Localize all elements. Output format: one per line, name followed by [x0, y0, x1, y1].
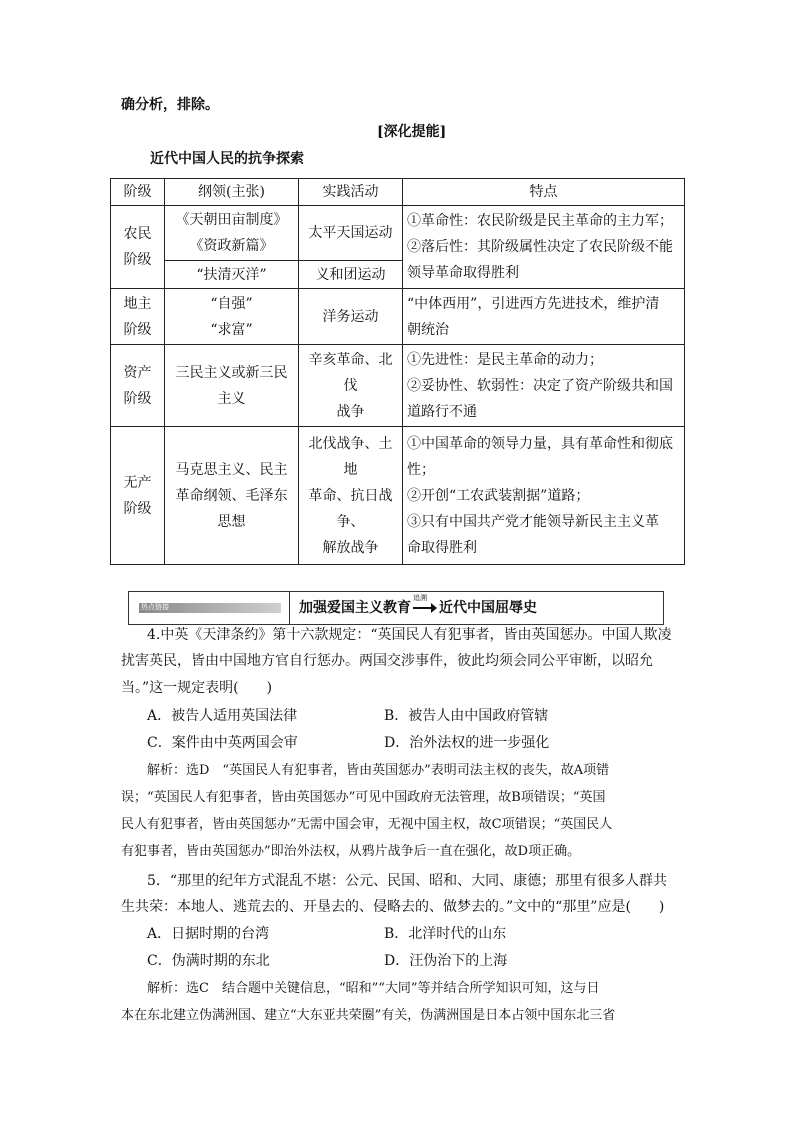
table-row-bourgeois	[111, 345, 685, 427]
q5-analysis-1: 解析：选C 结合题中关键信息，“昭和”“大同”等并结合所学知识可知，这与日	[147, 981, 600, 996]
cell-activity-proletariat: 北伐战争、土地 革命、抗日战争、 解放战争	[299, 427, 403, 565]
cell-class-peasant: 农民 阶级	[111, 206, 165, 289]
arrow-right-icon: 追溯	[413, 603, 437, 613]
q4-option-b: B．被告人由中国政府管辖	[384, 708, 549, 724]
header-activity: 实践活动	[299, 179, 403, 206]
q5-line-2: 生共荣：本地人、逃荒去的、开垦去的、侵略去的、做梦去的。”文中的“那里”应是( )	[121, 899, 665, 915]
cell-activity-landlord: 洋务运动	[299, 289, 403, 345]
cell-program-landlord: “自强” “求富”	[165, 289, 299, 345]
q5-option-c: C．伪满时期的东北	[147, 953, 270, 969]
q4-analysis-3: 民人有犯事者，皆由英国惩办”无需中国会审，无视中国主权，故C项错误；“英国民人	[121, 817, 613, 832]
topic-banner	[128, 591, 664, 625]
banner-title: 加强爱国主义教育 追溯 近代中国屈辱史	[299, 594, 537, 616]
q4-line-1: 4.中英《天津条约》第十六款规定：“英国民人有犯事者，皆由英国惩办。中国人欺凌	[147, 627, 672, 643]
q4-option-d: D．治外法权的进一步强化	[384, 735, 550, 751]
banner-tag: 热点链接	[139, 603, 281, 613]
q5-analysis-2: 本在东北建立伪满洲国、建立“大东亚共荣圈”有关，伪满洲国是日本占领中国东北三省	[121, 1008, 616, 1023]
q5-line-1: 5．“那里的纪年方式混乱不堪：公元、民国、昭和、大同、康德；那里有很多人群共	[147, 873, 668, 889]
q5-option-b: B．北洋时代的山东	[384, 926, 507, 942]
history-table	[110, 178, 685, 565]
cell-class-landlord: 地主 阶级	[111, 289, 165, 345]
cell-features-proletariat: ①中国革命的领导力量，具有革命性和彻底 性； ②开创“工农武装割据”道路； ③只有中国共产党才能领导新民主主义革 命取得胜利	[403, 427, 685, 565]
q4-analysis-2: 误；“英国民人有犯事者，皆由英国惩办”可见中国政府无法管理，故B项错误；“英国	[121, 790, 606, 805]
table-row-peasant	[111, 206, 685, 261]
cell-class-proletariat: 无产 阶级	[111, 427, 165, 565]
cell-program-proletariat: 马克思主义、民主 革命纲领、毛泽东 思想	[165, 427, 299, 565]
cell-program-bourgeois: 三民主义或新三民 主义	[165, 345, 299, 427]
cell-program-peasant-2: “扶清灭洋”	[165, 261, 299, 289]
header-class: 阶级	[111, 179, 165, 206]
q5-option-d: D．汪伪治下的上海	[384, 953, 508, 969]
q4-analysis-4: 有犯事者，皆由英国惩办”即治外法权，从鸦片战争后一直在强化，故D项正确。	[121, 844, 581, 859]
table-header-row	[111, 179, 685, 206]
q4-line-2: 扰害英民，皆由中国地方官自行惩办。两国交涉事件，彼此均须会同公平审断，以昭允	[121, 653, 653, 669]
table-title: 近代中国人民的抗争探索	[150, 151, 304, 167]
intro-line: 确分析，排除。	[121, 97, 219, 113]
cell-activity-bourgeois: 辛亥革命、北伐 战争	[299, 345, 403, 427]
cell-features-landlord: “中体西用”，引进西方先进技术，维护清 朝统治	[403, 289, 685, 345]
section-header: [深化提能]	[377, 124, 447, 140]
table-row-proletariat	[111, 427, 685, 565]
q5-option-a: A．日据时期的台湾	[147, 926, 270, 942]
q4-option-c: C．案件由中英两国会审	[147, 735, 298, 751]
cell-features-peasant: ①革命性：农民阶级是民主革命的主力军； ②落后性：其阶级属性决定了农民阶级不能 领导革命取得胜利	[403, 206, 685, 289]
cell-program-peasant-1: 《天朝田亩制度》 《资政新篇》	[165, 206, 299, 261]
header-features: 特点	[403, 179, 685, 206]
q4-line-3: 当。”这一规定表明( )	[121, 680, 273, 696]
cell-activity-peasant-1: 太平天国运动	[299, 206, 403, 261]
cell-class-bourgeois: 资产 阶级	[111, 345, 165, 427]
q4-analysis-1: 解析：选D “英国民人有犯事者，皆由英国惩办”表明司法主权的丧失，故A项错	[147, 763, 610, 778]
q4-option-a: A．被告人适用英国法律	[147, 708, 298, 724]
cell-features-bourgeois: ①先进性：是民主革命的动力； ②妥协性、软弱性：决定了资产阶级共和国 道路行不通	[403, 345, 685, 427]
table-row-landlord	[111, 289, 685, 345]
cell-activity-peasant-2: 义和团运动	[299, 261, 403, 289]
header-program: 纲领(主张)	[165, 179, 299, 206]
